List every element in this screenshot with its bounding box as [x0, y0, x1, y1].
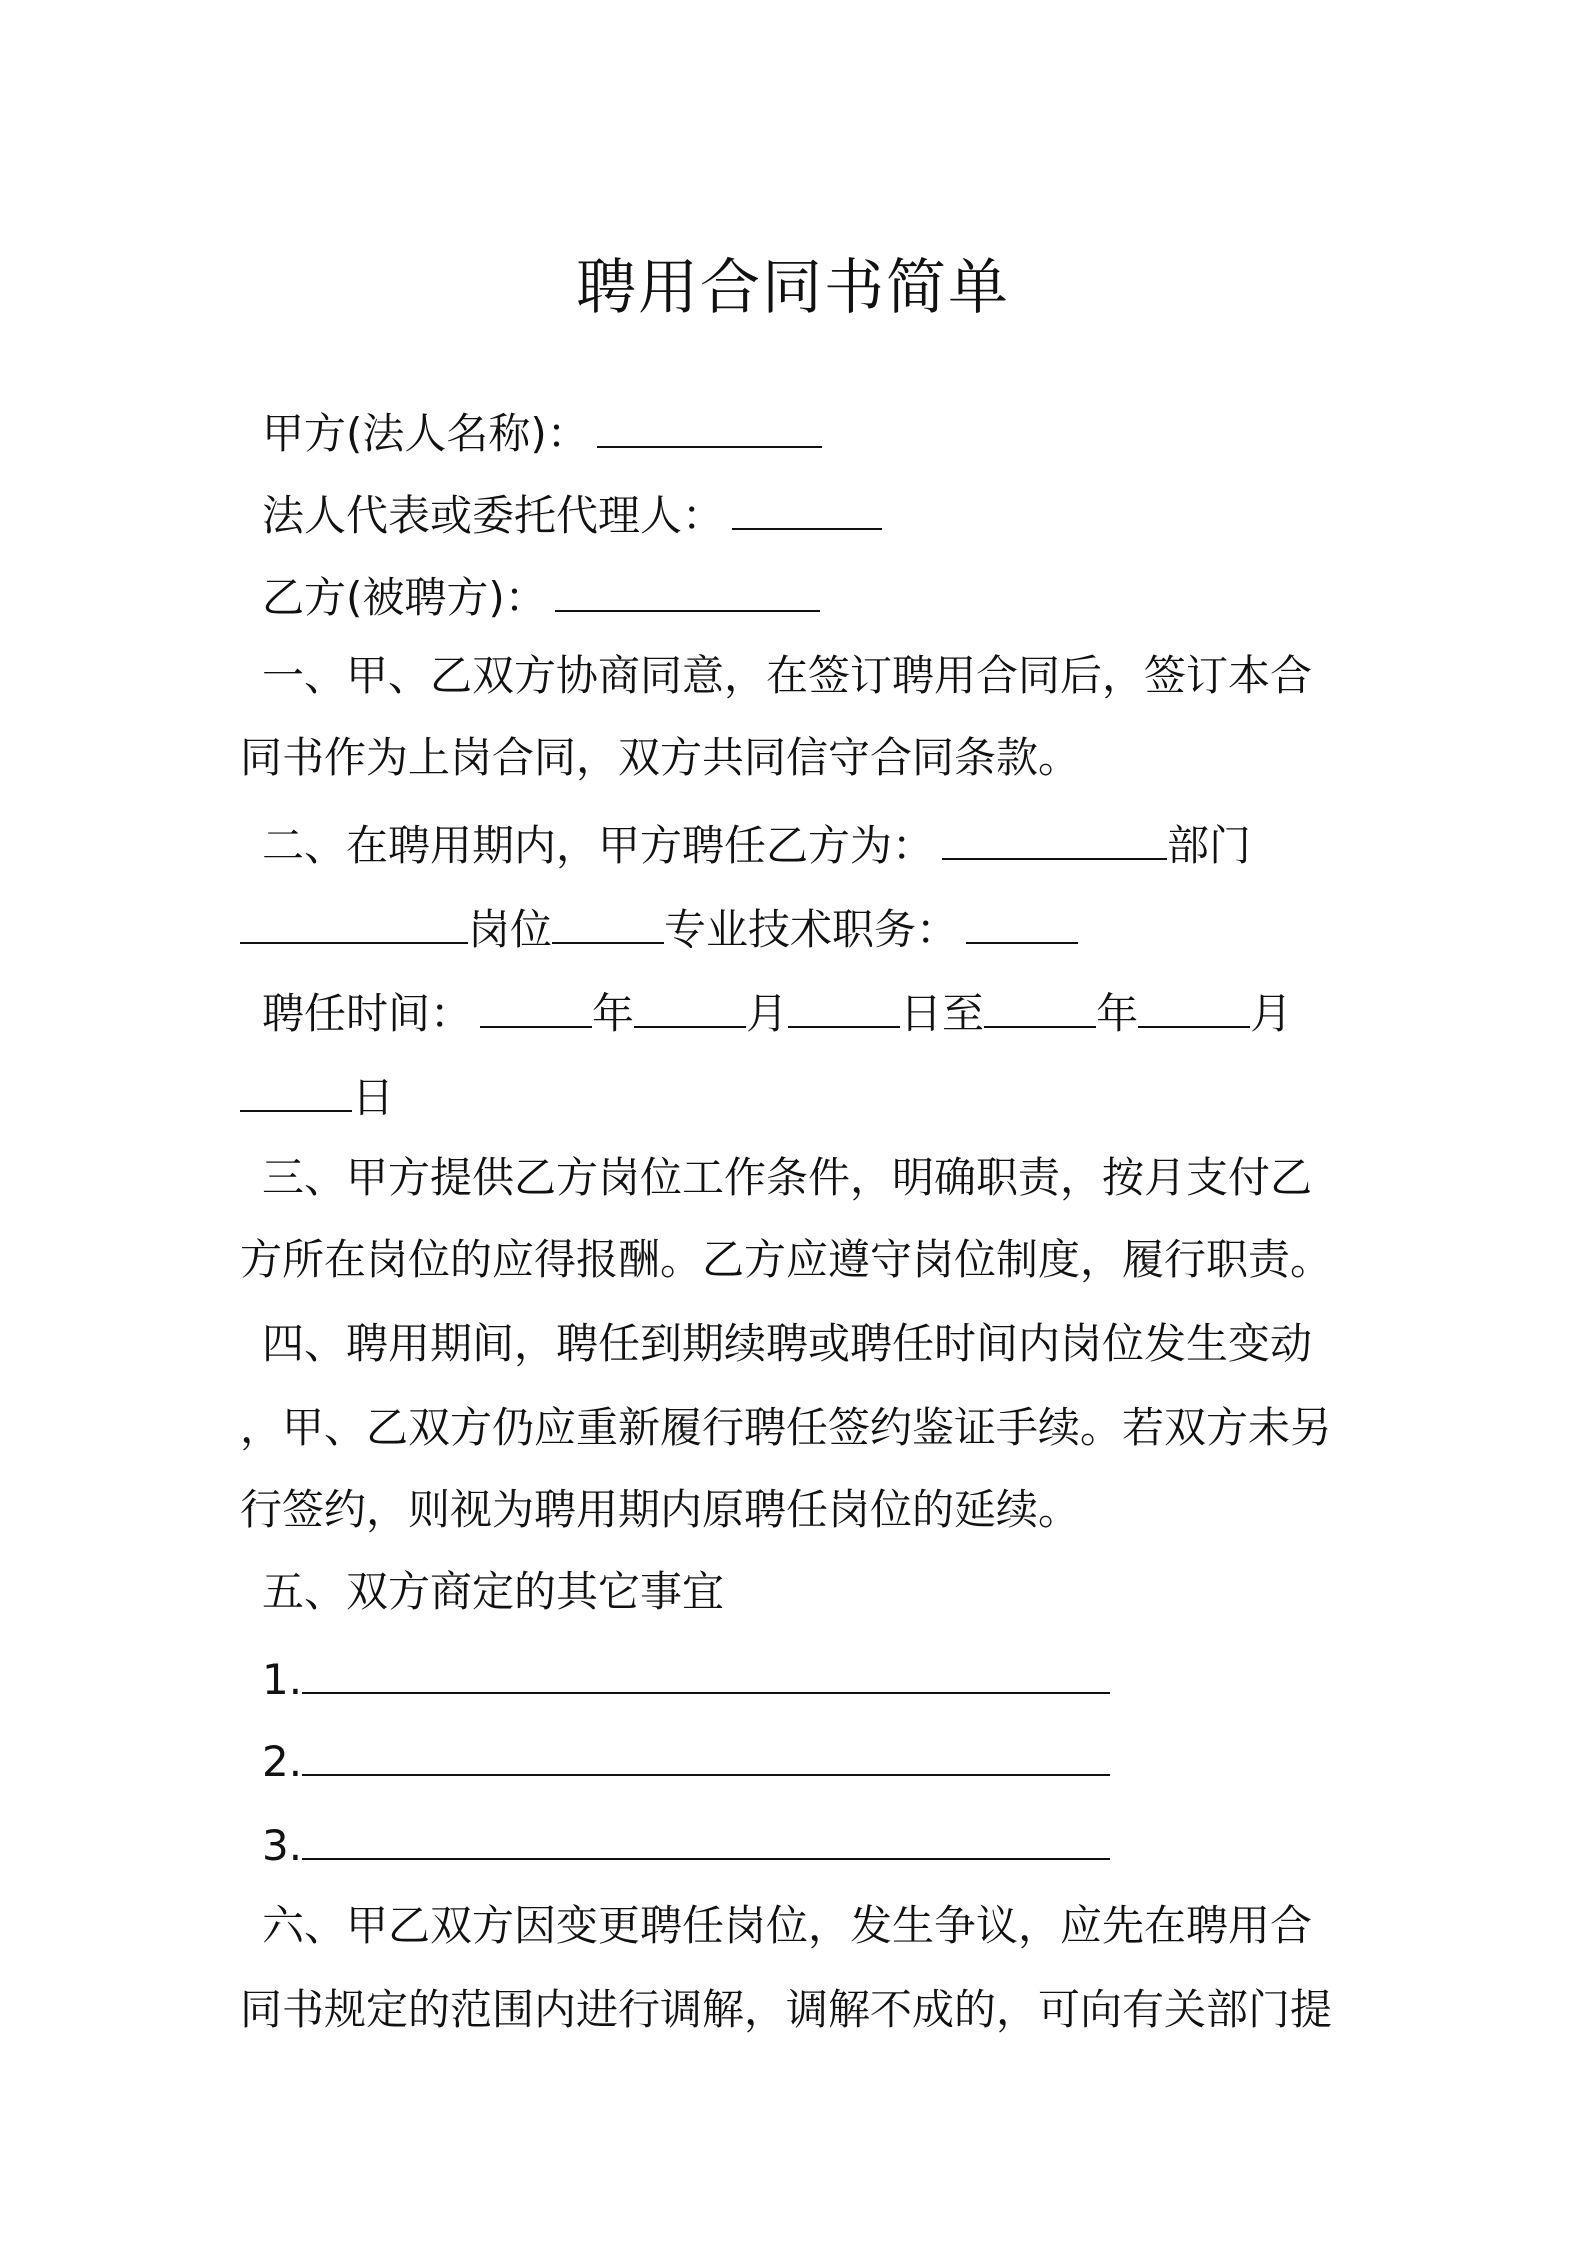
- item-1-number: 1.: [262, 1655, 303, 1704]
- clause3-line1: 三、甲方提供乙方岗位工作条件，明确职责，按月支付乙: [262, 1153, 1313, 1202]
- party-b-blank[interactable]: [555, 564, 820, 612]
- clause4-line1: 四、聘用期间，聘任到期续聘或聘任时间内岗位发生变动: [262, 1319, 1313, 1368]
- item-2-number: 2.: [262, 1737, 303, 1786]
- employer-blank[interactable]: [942, 812, 1167, 860]
- clause6-line2: 同书规定的范围内进行调解，调解不成的，可向有关部门提: [240, 1985, 1333, 2034]
- other-item-3: [262, 1812, 1110, 1876]
- clause2-intro: 二、在聘用期内，甲方聘任乙方为：: [262, 821, 935, 870]
- clause4-line3: 行签约，则视为聘用期内原聘任岗位的延续。: [240, 1485, 1081, 1534]
- end-day-blank[interactable]: [240, 1064, 352, 1112]
- department-label: 部门: [1167, 821, 1252, 870]
- party-a-blank[interactable]: [597, 400, 822, 448]
- clause4-line2: ，甲、乙双方仍应重新履行聘任签约鉴证手续。若双方未另: [240, 1403, 1333, 1452]
- start-year-blank[interactable]: [480, 980, 592, 1028]
- representative-label: 法人代表或委托代理人：: [262, 491, 725, 540]
- start-month-blank[interactable]: [634, 980, 746, 1028]
- document-title: 聘用合同书简单: [576, 253, 1010, 323]
- item-2-blank[interactable]: [302, 1728, 1110, 1776]
- party-b-line: [262, 564, 820, 628]
- term-label: 聘任时间：: [262, 989, 473, 1038]
- end-year-label: 年: [1096, 989, 1139, 1038]
- other-item-1: [262, 1646, 1110, 1710]
- end-year-blank[interactable]: [984, 980, 1096, 1028]
- end-day-label: 日: [352, 1073, 395, 1122]
- party-b-label: 乙方(被聘方)：: [262, 573, 547, 622]
- item-1-blank[interactable]: [302, 1646, 1110, 1694]
- end-month-blank[interactable]: [1138, 980, 1250, 1028]
- professional-title-blank[interactable]: [966, 896, 1078, 944]
- start-month-label: 月: [746, 989, 789, 1038]
- professional-title-label: 专业技术职务：: [664, 905, 959, 954]
- clause1-line1: 一、甲、乙双方协商同意，在签订聘用合同后，签订本合: [262, 651, 1313, 700]
- start-year-label: 年: [592, 989, 635, 1038]
- clause6-line1: 六、甲乙双方因变更聘任岗位，发生争议，应先在聘用合: [262, 1901, 1313, 1950]
- representative-line: [262, 482, 882, 546]
- term-line1: [262, 980, 1292, 1044]
- term-line2: [240, 1064, 394, 1128]
- post-label: 岗位: [468, 905, 553, 954]
- item-3-number: 3.: [262, 1821, 303, 1870]
- start-day-blank[interactable]: [788, 980, 900, 1028]
- party-a-line: [262, 400, 822, 464]
- start-day-label: 日至: [900, 989, 985, 1038]
- item-3-blank[interactable]: [302, 1812, 1110, 1860]
- party-a-label: 甲方(法人名称)：: [262, 409, 589, 458]
- clause5-heading: 五、双方商定的其它事宜: [262, 1567, 725, 1616]
- end-month-label: 月: [1250, 989, 1293, 1038]
- clause2-line2: [240, 896, 1078, 960]
- department-blank[interactable]: [240, 896, 468, 944]
- post-blank[interactable]: [552, 896, 664, 944]
- clause2-line1: [262, 812, 1251, 876]
- clause1-line2: 同书作为上岗合同，双方共同信守合同条款。: [240, 733, 1081, 782]
- clause3-line2: 方所在岗位的应得报酬。乙方应遵守岗位制度，履行职责。: [240, 1235, 1333, 1284]
- representative-blank[interactable]: [732, 482, 882, 530]
- other-item-2: [262, 1728, 1110, 1792]
